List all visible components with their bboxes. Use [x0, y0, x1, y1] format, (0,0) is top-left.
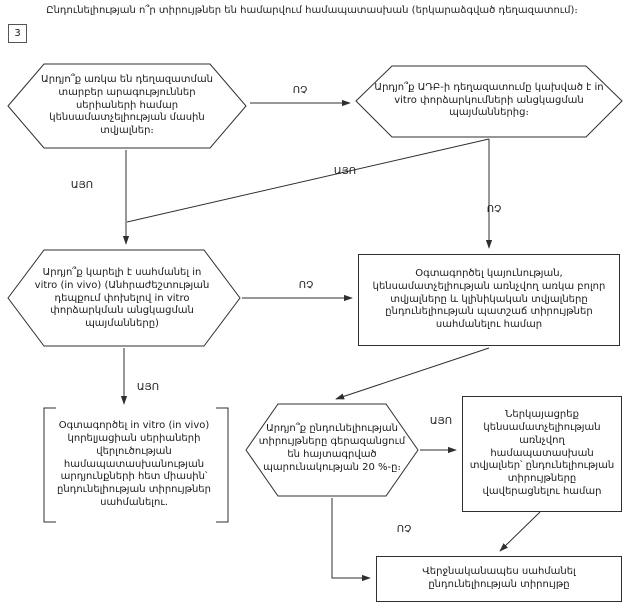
- connector-r1-d4: [336, 348, 489, 399]
- decision-ivivc-can-be-established: Արդյո՞ք կարելի է սահմանել in vitro (in vivo) (Անհրաժեշտության դեպքում փոխելով in vitro փորձարկման անցկացման պայմանները): [34, 267, 210, 330]
- edge-label-no-d2-r1: ՈՉ: [486, 204, 502, 215]
- connector-r2-r3: [500, 512, 540, 551]
- process-use-ivivc-correlation: Օգտագործել in vitro (in vivo) կորելյացիան սերիաների վերլուծության համապատասխանության արդյունքների հետ միասին՝ ընդունելիության տիրույթներ սահմանելու.: [57, 420, 211, 508]
- decision-has-bioavailability-data: Արդյո՞ք առկա են դեղազատման տարբեր արագություններ սերիաների համար կենսամատչելիության մասին տվյալներ։: [41, 74, 213, 137]
- process-use-all-available-data: Օգտագործել կայունության, կենսամատչելիության առնչվող առկա բոլոր տվյալները և կլինիկական տվյալները ընդունելիության պատշաճ տիրույթներ սահմանելու համար: [358, 254, 620, 346]
- page-title: Ընդունելիության ո՞ր տիրույթներ են համարվում համապատասխան (երկարաձգված դեղազատում)։: [46, 5, 578, 16]
- edge-label-yes-d4-r2: ԱՅՈ: [429, 416, 453, 427]
- decision-ranges-exceed-20-percent: Արդյո՞ք ընդունելիության տիրույթները գերազանցում են հայտագրված պարունակության 20 %-ը։: [258, 423, 406, 473]
- edge-label-yes-d3-b1: ԱՅՈ: [136, 382, 160, 393]
- edge-label-no-d1-d2: ՈՉ: [292, 85, 308, 96]
- edge-label-no-d3-r1: ՈՉ: [298, 280, 314, 291]
- edge-label-no-d4-r3: ՈՉ: [396, 524, 412, 535]
- process-submit-bioavailability-data: Ներկայացրեք կենսամատչելիության առնչվող համապատասխան տվյալներ՝ ընդունելիության տիրույթները վավերացնելու համար: [462, 396, 622, 512]
- page-number-box: 3: [8, 24, 27, 43]
- connector-d4-no-r3: [332, 498, 370, 578]
- process-set-final-acceptance-range: Վերջնականապես սահմանել ընդունելիության տիրույթը: [376, 556, 622, 602]
- edge-label-yes-d1-d3: ԱՅՈ: [70, 180, 94, 191]
- edge-label-yes-d2-d3: ԱՅՈ: [333, 166, 357, 177]
- decision-release-depends-on-conditions: Արդյո՞ք ԱԴԲ-ի դեղազատումը կախված է in vitro փորձարկումների անցկացման պայմաններից։: [374, 81, 604, 119]
- bracket-right: [216, 408, 228, 522]
- connector-d2-yes-d3: [127, 139, 489, 222]
